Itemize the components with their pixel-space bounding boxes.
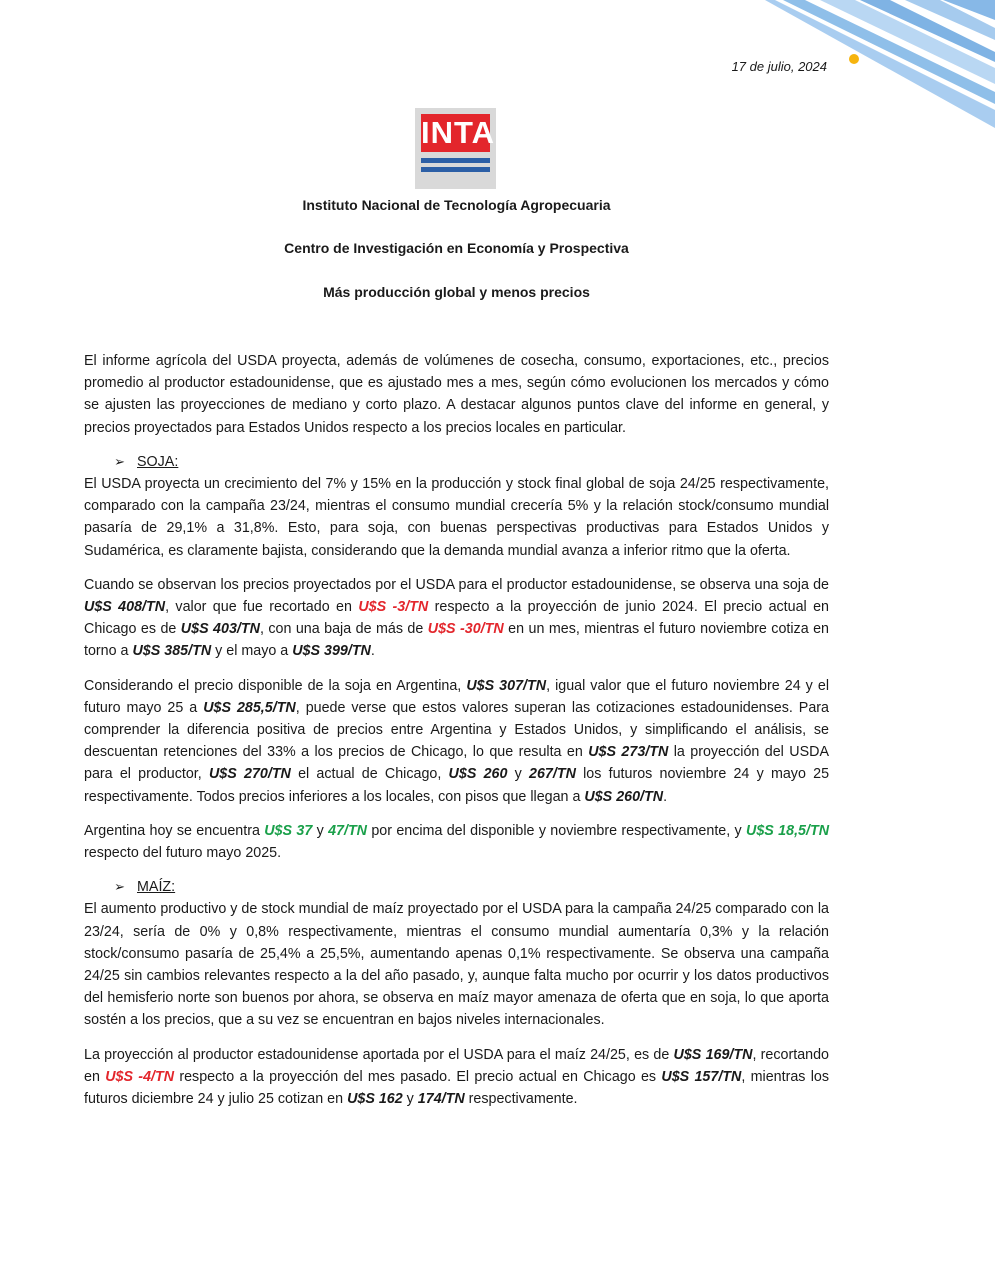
document-title: Más producción global y menos precios [323, 284, 590, 300]
section-maiz [84, 876, 829, 898]
price-value: 174/TN [417, 1091, 465, 1108]
intro-paragraph: El informe agrícola del USDA proyecta, además de volúmenes de cosecha, consumo, exportaciones, etc., precios promedio al productor estadounidense, que es ajustado mes a mes, según cómo evolucionen los mercados y cómo se ajusten las proyecciones de mediano y corto plazo. A destacar algunos puntos clave del informe en general, y precios proyectados para Estados Unidos respecto a los precios locales en particular. [84, 353, 829, 436]
soja-paragraph-1: El USDA proyecta un crecimiento del 7% y 15% en la producción y stock final global de soja 24/25 respectivamente, comparado con la campaña 23/24, mientras el consumo mundial crecería 5% y la relación stock/consumo mundial pasaría de 29,1% a 31,8%. Esto, para soja, con buenas perspectivas productivas para Estados Unidos y Sudamérica, es claramente bajista, considerando que la demanda mundial avanza a inferior ritmo que la oferta. [84, 476, 829, 559]
price-change-negative: U$S -3/TN [358, 599, 429, 616]
soja-paragraph-2: Cuando se observan los precios proyectados por el USDA para el productor estadounidense, se observa una soja de U$S 408/TN, valor que fue recortado en U$S -3/TN respecto a la proyección de junio 2024. El precio actual en Chicago es de U$S 403/TN, con una baja de más de U$S -30/TN en un mes, mientras el futuro noviembre cotiza en torno a U$S 385/TN y el mayo a U$S 399/TN. [84, 576, 830, 660]
section-label: SOJA: [137, 453, 179, 470]
maiz-paragraph-2: La proyección al productor estadounidense aportada por el USDA para el maíz 24/25, es de U$S 169/TN, recortando en U$S -4/TN respecto a la proyección del mes pasado. El precio actual en Chicago es U$S 157/TN, mientras los futuros diciembre 24 y julio 25 cotizan en U$S 162 y 174/TN respectivamente. [84, 1046, 830, 1108]
price-value: U$S 169/TN [673, 1046, 753, 1063]
arrow-bullet-icon: ➢ [114, 453, 125, 469]
price-value: 267/TN [529, 766, 576, 783]
price-value: U$S 403/TN [180, 621, 260, 638]
price-diff-positive: U$S 37 [264, 822, 313, 839]
inta-logo-text: INTA [421, 115, 496, 150]
price-value: U$S 270/TN [208, 766, 291, 783]
price-value: U$S 273/TN [588, 744, 669, 761]
document-date: 17 de julio, 2024 [731, 59, 827, 74]
inta-logo-bars [421, 158, 490, 172]
center-heading: Centro de Investigación en Economía y Prospectiva [284, 240, 629, 256]
argentina-flag-corner [765, 0, 995, 160]
price-diff-positive: 47/TN [328, 822, 368, 839]
section-label: MAÍZ: [137, 879, 176, 896]
price-value: U$S 260/TN [584, 788, 664, 805]
document-body [84, 350, 829, 1122]
soja-paragraph-4: Argentina hoy se encuentra U$S 37 y 47/TN por encima del disponible y noviembre respectivamente, y U$S 18,5/TN respecto del futuro mayo 2025. [84, 822, 830, 862]
sun-of-may-icon [849, 54, 859, 64]
inta-logo [415, 108, 496, 189]
arrow-bullet-icon: ➢ [114, 879, 125, 895]
price-value: U$S 307/TN [466, 677, 547, 694]
price-value: U$S 162 [347, 1091, 403, 1108]
price-value: U$S 385/TN [132, 643, 212, 660]
price-change-negative: U$S -4/TN [105, 1068, 175, 1085]
price-value: U$S 399/TN [292, 643, 371, 660]
institute-heading: Instituto Nacional de Tecnología Agropecuaria [302, 197, 611, 213]
price-value: U$S 260 [448, 766, 508, 783]
price-value: U$S 157/TN [661, 1068, 742, 1085]
price-value: U$S 408/TN [84, 599, 166, 616]
price-diff-positive: U$S 18,5/TN [746, 822, 830, 839]
price-value: U$S 285,5/TN [203, 699, 296, 716]
price-change-negative: U$S -30/TN [427, 621, 504, 638]
soja-paragraph-3: Considerando el precio disponible de la soja en Argentina, U$S 307/TN, igual valor que el futuro noviembre 24 y el futuro mayo 25 a U$S 285,5/TN, puede verse que estos valores superan las cotizaciones estadounidenses. Para comprender la diferencia positiva de precios entre Argentina y Estados Unidos, y simplificando el análisis, se descuentan retenciones del 33% a los precios de Chicago, lo que resulta en U$S 273/TN la proyección del USDA para el productor, U$S 270/TN el actual de Chicago, U$S 260 y 267/TN los futuros noviembre 24 y mayo 25 respectivamente. Todos precios inferiores a los locales, con pisos que llegan a U$S 260/TN. [84, 677, 830, 805]
maiz-paragraph-1: El aumento productivo y de stock mundial de maíz proyectado por el USDA para la campaña 24/25 comparado con la 23/24, sería de 0% y 0,8% respectivamente, mientras el consumo mundial aumentaría 0,3% y la relación stock/consumo pasaría de 25,4% a 25,5%, aumentando apenas 0,1% respectivamente. Se observa una campaña 24/25 sin cambios relevantes respecto a la del año pasado, y, aunque falta mucho por ocurrir y los datos productivos del hemisferio norte son buenos por ahora, se observa en maíz mayor amenaza de oferta que en soja, lo que aporta sostén a los precios, que a su vez se encuentran en bajos niveles internacionales. [84, 901, 829, 1029]
section-soja [84, 451, 829, 473]
